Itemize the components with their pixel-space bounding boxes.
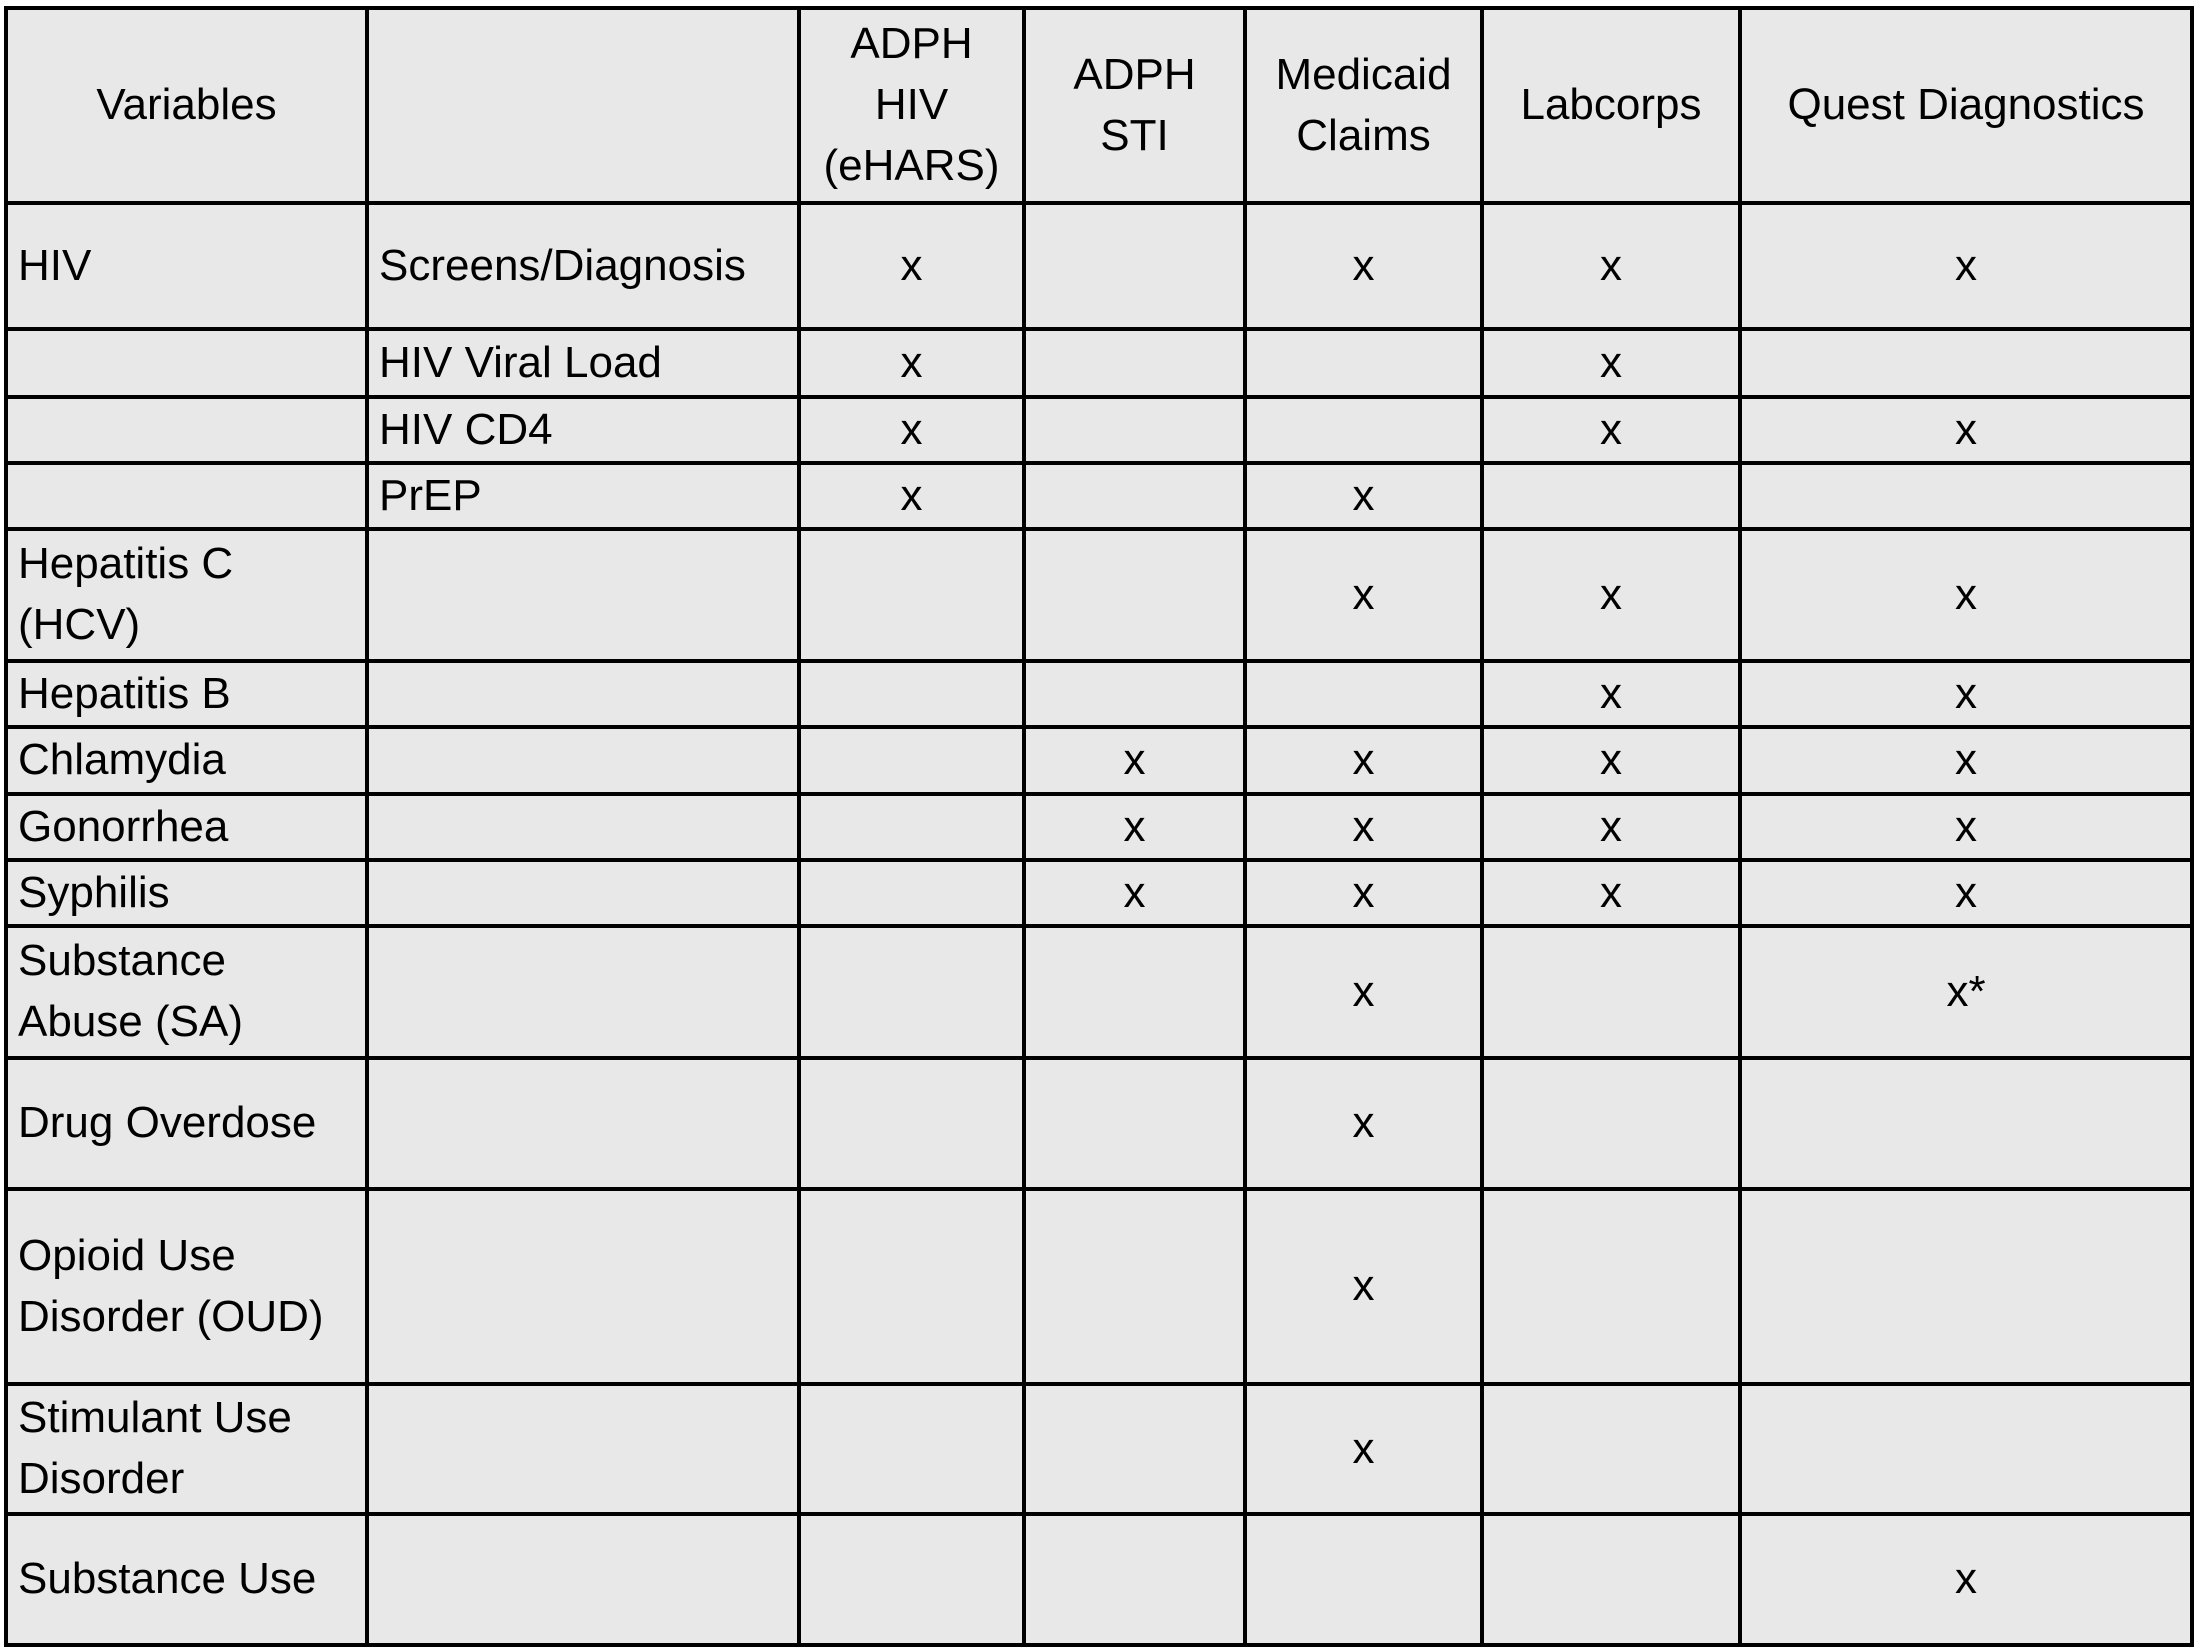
availability-mark: x — [1740, 727, 2192, 794]
availability-mark — [799, 1189, 1024, 1384]
availability-mark: x — [799, 203, 1024, 329]
subvariable-cell: Screens/Diagnosis — [367, 203, 799, 329]
availability-mark — [1740, 329, 2192, 397]
subvariable-cell: HIV Viral Load — [367, 329, 799, 397]
availability-mark: x — [1482, 529, 1740, 661]
variable-cell — [6, 463, 367, 529]
availability-mark: x — [1245, 727, 1482, 794]
availability-mark: x — [1245, 794, 1482, 860]
availability-mark — [1024, 529, 1245, 661]
variable-cell: Substance Abuse (SA) — [6, 926, 367, 1058]
availability-mark: x — [1245, 203, 1482, 329]
table-row — [6, 1189, 2192, 1384]
variable-cell — [6, 397, 367, 463]
subvariable-cell — [367, 661, 799, 727]
subvariable-cell — [367, 1058, 799, 1189]
availability-mark — [1245, 661, 1482, 727]
availability-mark: x — [1482, 397, 1740, 463]
availability-mark: x — [1024, 860, 1245, 926]
availability-mark — [1245, 329, 1482, 397]
availability-mark: x — [1245, 1384, 1482, 1514]
availability-mark — [799, 727, 1024, 794]
availability-mark — [799, 1514, 1024, 1645]
variable-cell: Opioid Use Disorder (OUD) — [6, 1189, 367, 1384]
table-row — [6, 529, 2192, 661]
variable-cell: Hepatitis B — [6, 661, 367, 727]
subvariable-cell — [367, 1514, 799, 1645]
variable-cell: Gonorrhea — [6, 794, 367, 860]
header-medicaid-claims: Medicaid Claims — [1245, 8, 1482, 203]
availability-mark — [1024, 926, 1245, 1058]
availability-mark — [1024, 1514, 1245, 1645]
availability-mark — [1024, 1189, 1245, 1384]
availability-mark: x — [1024, 794, 1245, 860]
table-row — [6, 397, 2192, 463]
variable-cell: HIV — [6, 203, 367, 329]
availability-mark: x — [1740, 661, 2192, 727]
availability-mark — [799, 860, 1024, 926]
availability-mark — [1740, 463, 2192, 529]
subvariable-cell — [367, 1384, 799, 1514]
header-adph-hiv: ADPH HIV (eHARS) — [799, 8, 1024, 203]
availability-mark — [1024, 661, 1245, 727]
availability-mark: x — [1245, 529, 1482, 661]
table-row — [6, 926, 2192, 1058]
availability-mark — [1740, 1189, 2192, 1384]
availability-mark: x — [1245, 926, 1482, 1058]
subvariable-cell — [367, 529, 799, 661]
availability-mark: x — [1245, 1189, 1482, 1384]
table-row — [6, 661, 2192, 727]
availability-mark: x — [1740, 203, 2192, 329]
availability-mark — [1245, 1514, 1482, 1645]
data-sources-table — [4, 6, 2194, 1647]
table-row — [6, 727, 2192, 794]
variable-cell: Hepatitis C (HCV) — [6, 529, 367, 661]
availability-mark — [1482, 926, 1740, 1058]
subvariable-cell — [367, 860, 799, 926]
subvariable-cell — [367, 727, 799, 794]
table-row — [6, 1058, 2192, 1189]
availability-mark — [1024, 203, 1245, 329]
header-variables: Variables — [6, 8, 367, 203]
subvariable-cell — [367, 794, 799, 860]
availability-mark: x — [1245, 860, 1482, 926]
availability-mark: x — [1740, 529, 2192, 661]
availability-mark — [1740, 1058, 2192, 1189]
availability-mark: x — [1024, 727, 1245, 794]
availability-mark: x — [799, 397, 1024, 463]
variable-cell: Drug Overdose — [6, 1058, 367, 1189]
subvariable-cell: PrEP — [367, 463, 799, 529]
availability-mark: x* — [1740, 926, 2192, 1058]
header-adph-sti: ADPH STI — [1024, 8, 1245, 203]
availability-mark — [1024, 1058, 1245, 1189]
availability-mark: x — [1482, 794, 1740, 860]
header-row — [6, 8, 2192, 203]
table-row — [6, 463, 2192, 529]
variable-cell: Substance Use — [6, 1514, 367, 1645]
availability-mark: x — [799, 463, 1024, 529]
availability-mark: x — [1740, 794, 2192, 860]
availability-mark: x — [1740, 860, 2192, 926]
availability-mark — [1024, 463, 1245, 529]
availability-mark — [799, 794, 1024, 860]
availability-mark: x — [1740, 1514, 2192, 1645]
availability-mark: x — [1740, 397, 2192, 463]
availability-mark: x — [1482, 860, 1740, 926]
availability-mark — [799, 1058, 1024, 1189]
availability-mark: x — [1482, 727, 1740, 794]
availability-mark — [1482, 1058, 1740, 1189]
availability-mark: x — [1245, 1058, 1482, 1189]
table-row — [6, 860, 2192, 926]
table-row — [6, 329, 2192, 397]
availability-mark — [1482, 1189, 1740, 1384]
availability-mark — [1482, 463, 1740, 529]
availability-mark — [1245, 397, 1482, 463]
variable-cell: Syphilis — [6, 860, 367, 926]
subvariable-cell — [367, 926, 799, 1058]
availability-mark — [799, 1384, 1024, 1514]
availability-mark — [1024, 397, 1245, 463]
variable-cell: Stimulant Use Disorder — [6, 1384, 367, 1514]
variable-cell — [6, 329, 367, 397]
table-row — [6, 1514, 2192, 1645]
subvariable-cell — [367, 1189, 799, 1384]
header-labcorps: Labcorps — [1482, 8, 1740, 203]
header-quest-diagnostics: Quest Diagnostics — [1740, 8, 2192, 203]
variable-cell: Chlamydia — [6, 727, 367, 794]
availability-mark — [1482, 1514, 1740, 1645]
availability-mark: x — [1482, 203, 1740, 329]
availability-mark — [799, 661, 1024, 727]
availability-mark: x — [1482, 661, 1740, 727]
header-subvariable — [367, 8, 799, 203]
availability-mark — [799, 529, 1024, 661]
availability-mark — [799, 926, 1024, 1058]
availability-mark — [1024, 1384, 1245, 1514]
table-row — [6, 794, 2192, 860]
availability-mark: x — [1482, 329, 1740, 397]
availability-mark — [1482, 1384, 1740, 1514]
availability-mark: x — [799, 329, 1024, 397]
subvariable-cell: HIV CD4 — [367, 397, 799, 463]
availability-mark — [1024, 329, 1245, 397]
availability-mark: x — [1245, 463, 1482, 529]
availability-mark — [1740, 1384, 2192, 1514]
table-row — [6, 203, 2192, 329]
table-row — [6, 1384, 2192, 1514]
